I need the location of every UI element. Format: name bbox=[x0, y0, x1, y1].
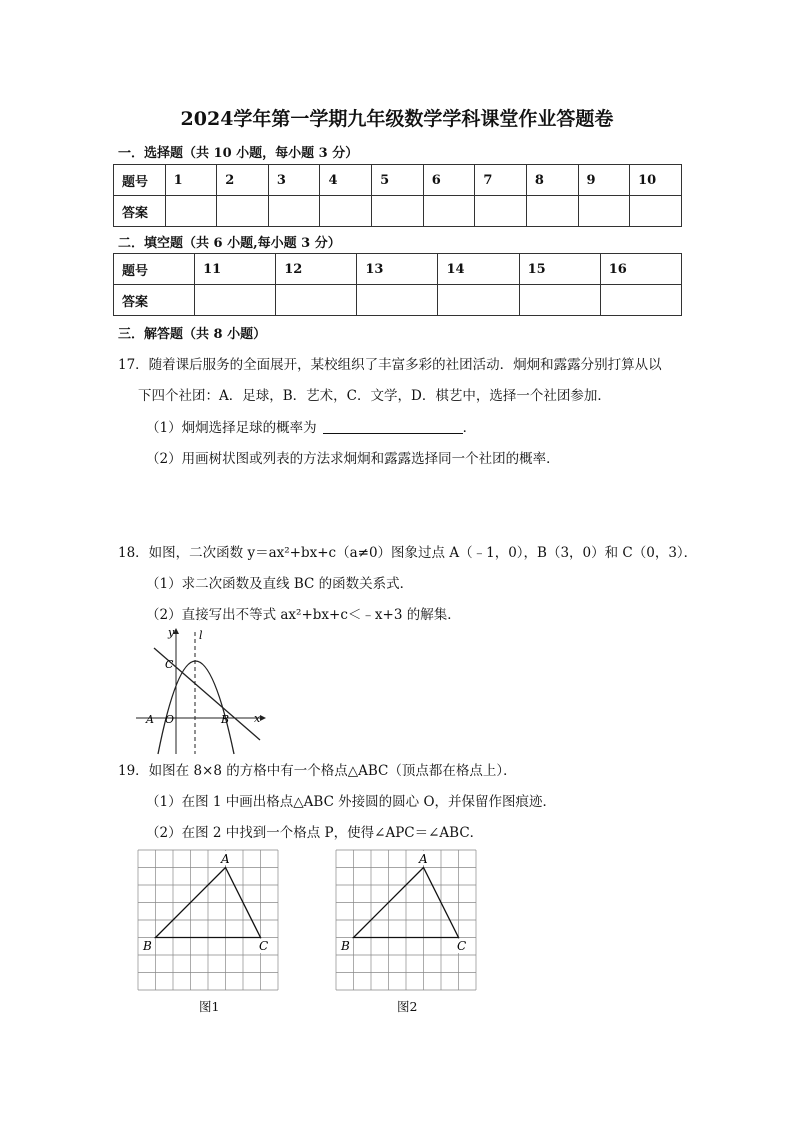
choice-row-label-no: 题号 bbox=[114, 165, 166, 196]
choice-number-cell: 8 bbox=[526, 165, 578, 196]
choice-number-cell: 1 bbox=[165, 165, 217, 196]
fill-number-cell: 11 bbox=[195, 254, 276, 285]
choice-number-cell: 3 bbox=[268, 165, 320, 196]
section2-heading: 二．填空题（共 6 小题,每小题 3 分） bbox=[118, 236, 341, 251]
label-b: B bbox=[221, 713, 230, 726]
section1-heading: 一．选择题（共 10 小题，每小题 3 分） bbox=[118, 146, 359, 161]
vertex-b-label: B bbox=[341, 939, 350, 953]
fill-answer-cell[interactable] bbox=[438, 285, 519, 316]
fill-answer-cell[interactable] bbox=[276, 285, 357, 316]
choice-answer-table bbox=[113, 164, 682, 227]
label-x: x bbox=[254, 712, 261, 725]
fill-answer-table bbox=[113, 253, 682, 316]
choice-number-cell: 9 bbox=[578, 165, 630, 196]
choice-number-cell: 2 bbox=[217, 165, 269, 196]
fill-number-cell: 13 bbox=[357, 254, 438, 285]
q17-part1-end: ． bbox=[462, 420, 477, 436]
vertex-c-label: C bbox=[259, 939, 269, 953]
choice-number-cell: 5 bbox=[372, 165, 424, 196]
fill-number-cell: 14 bbox=[438, 254, 519, 285]
q19-part1: （1）在图 1 中画出格点△ABC 外接圆的圆心 O，并保留作图痕迹． bbox=[146, 794, 557, 810]
choice-answer-cell[interactable] bbox=[578, 196, 630, 227]
section3-heading: 三．解答题（共 8 小题） bbox=[118, 327, 267, 342]
q19-part2: （2）在图 2 中找到一个格点 P，使得∠APC＝∠ABC． bbox=[146, 825, 484, 841]
vertex-b-label: B bbox=[143, 939, 152, 953]
q17-line1: 17．随着课后服务的全面展开，某校组织了丰富多彩的社团活动．炯炯和露露分别打算从以 bbox=[118, 357, 662, 373]
choice-row-label-ans: 答案 bbox=[114, 196, 166, 227]
choice-number-cell: 10 bbox=[630, 165, 682, 196]
choice-number-cell: 6 bbox=[423, 165, 475, 196]
fill-number-cell: 12 bbox=[276, 254, 357, 285]
q19-figure2-grid bbox=[334, 846, 480, 996]
choice-number-cell: 4 bbox=[320, 165, 372, 196]
fig1-caption: 图1 bbox=[199, 999, 220, 1014]
choice-answer-cell[interactable] bbox=[475, 196, 527, 227]
label-c: C bbox=[165, 658, 174, 671]
vertex-a-label: A bbox=[419, 852, 428, 866]
fill-number-cell: 16 bbox=[600, 254, 681, 285]
q17-line2: 下四个社团：A．足球，B．艺术，C．文学，D．棋艺中，选择一个社团参加． bbox=[138, 388, 611, 404]
q17-part2: （2）用画树状图或列表的方法求炯炯和露露选择同一个社团的概率． bbox=[146, 451, 560, 467]
q18-part2: （2）直接写出不等式 ax²+bx+c＜﹣x+3 的解集． bbox=[146, 607, 461, 623]
q18-line1: 18．如图，二次函数 y＝ax²+bx+c（a≠0）图象过点 A（﹣1，0），B（3，0）和 C（0，3）． bbox=[118, 545, 698, 561]
q17-part1 bbox=[146, 418, 476, 438]
fill-number-cell: 15 bbox=[519, 254, 600, 285]
grid1-lines bbox=[138, 850, 278, 990]
fig2-caption: 图2 bbox=[397, 999, 418, 1014]
q19-line1: 19．如图在 8×8 的方格中有一个格点△ABC（顶点都在格点上）． bbox=[118, 763, 517, 779]
choice-answer-cell[interactable] bbox=[320, 196, 372, 227]
fill-row-label-no: 题号 bbox=[114, 254, 195, 285]
vertex-c-label: C bbox=[457, 939, 467, 953]
choice-number-cell: 7 bbox=[475, 165, 527, 196]
fill-row-label-ans: 答案 bbox=[114, 285, 195, 316]
vertex-a-label: A bbox=[221, 852, 230, 866]
choice-answer-cell[interactable] bbox=[630, 196, 682, 227]
choice-answer-cell[interactable] bbox=[165, 196, 217, 227]
choice-answer-cell[interactable] bbox=[217, 196, 269, 227]
q19-figure1-grid bbox=[136, 846, 282, 996]
page-title: 2024学年第一学期九年级数学学科课堂作业答题卷 bbox=[180, 108, 614, 130]
q18-parabola-figure bbox=[136, 626, 266, 756]
grid2-lines bbox=[336, 850, 476, 990]
label-l: l bbox=[199, 629, 203, 642]
label-a: A bbox=[146, 713, 154, 726]
q17-part1-text: （1）炯炯选择足球的概率为 bbox=[146, 420, 317, 436]
q17-answer-blank[interactable] bbox=[323, 419, 463, 434]
x-axis-arrow bbox=[260, 715, 266, 721]
fill-answer-cell[interactable] bbox=[195, 285, 276, 316]
choice-answer-cell[interactable] bbox=[423, 196, 475, 227]
fill-answer-cell[interactable] bbox=[519, 285, 600, 316]
label-y: y bbox=[168, 626, 175, 639]
fill-answer-cell[interactable] bbox=[357, 285, 438, 316]
label-o: O bbox=[165, 713, 175, 726]
choice-answer-cell[interactable] bbox=[526, 196, 578, 227]
choice-answer-cell[interactable] bbox=[268, 196, 320, 227]
fill-answer-cell[interactable] bbox=[600, 285, 681, 316]
choice-answer-cell[interactable] bbox=[372, 196, 424, 227]
q18-part1: （1）求二次函数及直线 BC 的函数关系式． bbox=[146, 576, 414, 592]
